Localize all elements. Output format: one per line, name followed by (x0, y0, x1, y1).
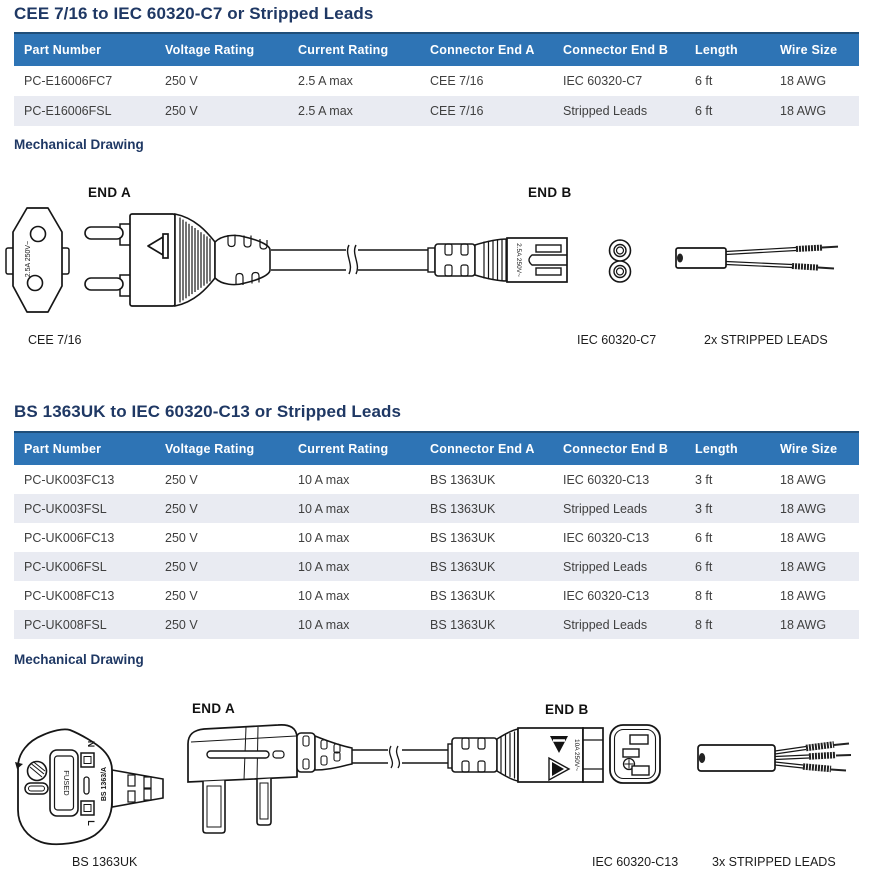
column-header: Connector End B (553, 33, 685, 66)
column-header: Part Number (14, 33, 155, 66)
table-cell: Stripped Leads (563, 617, 648, 632)
section-title-bs1363uk: BS 1363UK to IEC 60320-C13 or Stripped Leads (14, 402, 402, 421)
table-cell: PC-UK003FSL (24, 501, 107, 516)
table-cell: BS 1363UK (430, 530, 496, 545)
table-cell: 18 AWG (780, 617, 827, 632)
caption-iec60320-c13: IEC 60320-C13 (592, 855, 679, 869)
table-cell: CEE 7/16 (430, 74, 484, 88)
spec-table-bs1363uk (14, 431, 859, 639)
mech-drawing-heading-2: Mechanical Drawing (14, 652, 144, 667)
table-cell: 18 AWG (780, 530, 827, 545)
table-header-row (14, 33, 859, 66)
table-cell: BS 1363UK (430, 501, 496, 516)
caption-cee716: CEE 7/16 (28, 333, 82, 347)
column-header: Length (685, 432, 770, 465)
table-row (14, 581, 859, 610)
spec-table-cee716 (14, 32, 859, 126)
table-cell: 250 V (165, 617, 198, 632)
table-cell: 6 ft (695, 559, 713, 574)
fused-marking: FUSED (62, 770, 71, 796)
column-header: Length (685, 33, 770, 66)
table-cell: 18 AWG (780, 588, 827, 603)
table-cell: BS 1363UK (430, 588, 496, 603)
table-row (14, 523, 859, 552)
table-cell: 3 ft (695, 501, 713, 516)
table-cell: 8 ft (695, 588, 713, 603)
table-cell: PC-UK003FC13 (24, 472, 115, 487)
mechanical-drawing-bs1363uk (0, 690, 873, 874)
mechanical-drawing-cee716 (0, 158, 873, 358)
bs1363a-marking: BS 1363/A (101, 766, 108, 802)
table-cell: PC-UK008FC13 (24, 588, 115, 603)
bs1363uk-face-view (15, 729, 163, 844)
column-header: Connector End A (420, 432, 553, 465)
column-header: Voltage Rating (155, 432, 288, 465)
table-cell: 250 V (165, 74, 198, 88)
table-cell: Stripped Leads (563, 559, 648, 574)
table-cell: BS 1363UK (430, 472, 496, 487)
section-title-cee716: CEE 7/16 to IEC 60320-C7 or Stripped Leads (14, 4, 374, 23)
c13-connector-marking: 10A 250V~ (573, 739, 580, 771)
bs1363uk-side-view (188, 725, 452, 833)
column-header: Part Number (14, 432, 155, 465)
table-cell: 250 V (165, 501, 198, 516)
table-cell: 250 V (165, 588, 198, 603)
table-cell: 18 AWG (780, 104, 827, 118)
caption-bs1363uk: BS 1363UK (72, 855, 138, 869)
table-row (14, 610, 859, 639)
cee716-face-marking: 2.5A 250V~ (25, 240, 32, 278)
table-cell: IEC 60320-C13 (563, 472, 650, 487)
table-cell: 250 V (165, 559, 198, 574)
table-cell: 18 AWG (780, 559, 827, 574)
table-cell: 10 A max (298, 530, 350, 545)
stripped-leads-2x-drawing (676, 247, 838, 269)
column-header: Current Rating (288, 33, 420, 66)
table-cell: 10 A max (298, 472, 350, 487)
column-header: Wire Size (770, 33, 859, 66)
table-cell: 3 ft (695, 472, 713, 487)
end-a-label-2: END A (192, 701, 236, 716)
stripped-leads-3x-drawing (698, 744, 851, 772)
column-header: Connector End A (420, 33, 553, 66)
table-cell: IEC 60320-C7 (563, 74, 643, 88)
table-cell: 10 A max (298, 559, 350, 574)
table-cell: 250 V (165, 530, 198, 545)
column-header: Current Rating (288, 432, 420, 465)
table-cell: PC-E16006FC7 (24, 74, 113, 88)
end-b-label-1: END B (528, 185, 572, 200)
table-cell: PC-UK008FSL (24, 617, 107, 632)
table-cell: 8 ft (695, 617, 713, 632)
table-cell: 18 AWG (780, 74, 827, 88)
europlug-side-view (85, 214, 434, 306)
neutral-marking: N (86, 740, 96, 748)
c7-face-view (610, 240, 631, 282)
table-cell: Stripped Leads (563, 104, 648, 118)
table-cell: 18 AWG (780, 472, 827, 487)
mech-drawing-heading-1: Mechanical Drawing (14, 137, 144, 152)
table-cell: Stripped Leads (563, 501, 648, 516)
table-cell: 250 V (165, 472, 198, 487)
table-cell: BS 1363UK (430, 617, 496, 632)
end-b-label-2: END B (545, 702, 589, 717)
live-marking: L (86, 820, 96, 826)
column-header: Connector End B (553, 432, 685, 465)
table-cell: CEE 7/16 (430, 104, 484, 118)
end-a-label-1: END A (88, 185, 132, 200)
table-cell: PC-UK006FC13 (24, 530, 115, 545)
c7-connector-marking: 2.5A 250V~ (515, 243, 522, 277)
table-cell: IEC 60320-C13 (563, 530, 650, 545)
table-header-row (14, 432, 859, 465)
table-cell: BS 1363UK (430, 559, 496, 574)
table-row (14, 96, 859, 126)
table-cell: IEC 60320-C13 (563, 588, 650, 603)
cee716-face-view (6, 208, 69, 312)
table-cell: 10 A max (298, 617, 350, 632)
table-cell: 2.5 A max (298, 74, 353, 88)
table-cell: 2.5 A max (298, 104, 353, 118)
column-header: Voltage Rating (155, 33, 288, 66)
caption-iec60320-c7: IEC 60320-C7 (577, 333, 657, 347)
c13-face-view (610, 725, 660, 783)
table-cell: 6 ft (695, 104, 713, 118)
table-cell: 6 ft (695, 530, 713, 545)
table-cell: 18 AWG (780, 501, 827, 516)
table-cell: PC-E16006FSL (24, 104, 112, 118)
table-row (14, 465, 859, 494)
table-row (14, 66, 859, 96)
c7-connector-side-view (428, 238, 567, 282)
bs1363uk-to-c13-line-art (0, 690, 873, 874)
table-row (14, 494, 859, 523)
column-header: Wire Size (770, 432, 859, 465)
caption-3x-stripped-leads: 3x STRIPPED LEADS (712, 855, 836, 869)
table-row (14, 552, 859, 581)
caption-2x-stripped-leads: 2x STRIPPED LEADS (704, 333, 828, 347)
c13-connector-side-view (448, 728, 603, 782)
table-cell: 10 A max (298, 588, 350, 603)
table-cell: 6 ft (695, 74, 713, 88)
table-cell: 250 V (165, 104, 198, 118)
table-cell: PC-UK006FSL (24, 559, 107, 574)
table-cell: 10 A max (298, 501, 350, 516)
